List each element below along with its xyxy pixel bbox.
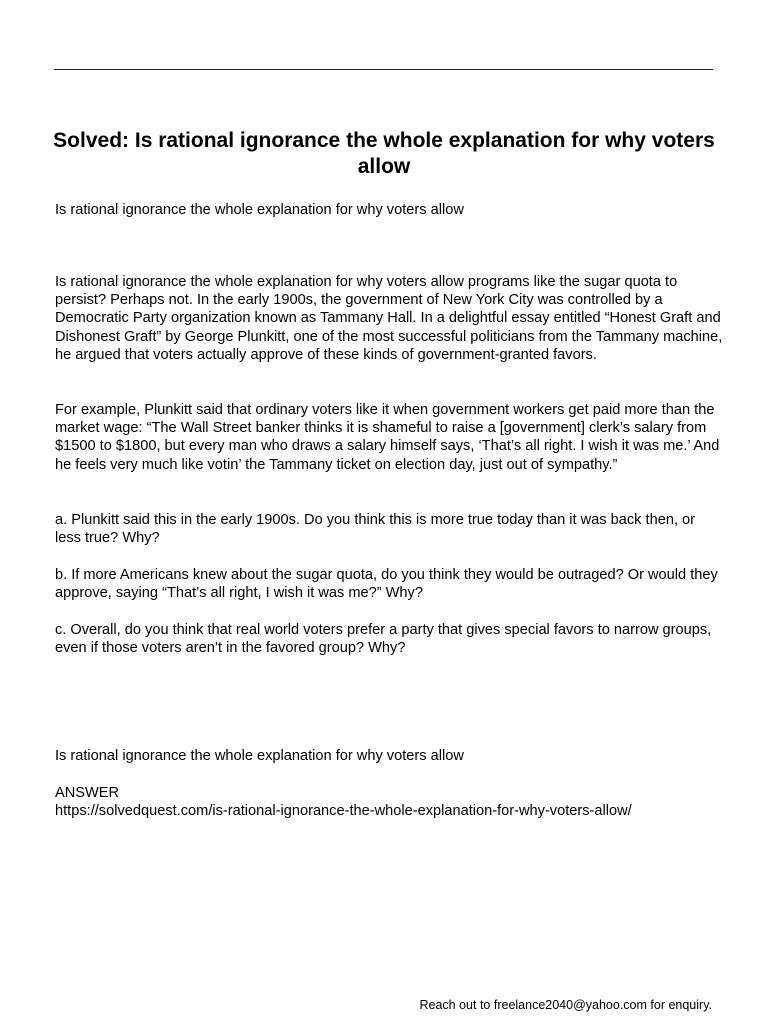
question-a: a. Plunkitt said this in the early 1900s. Do you think this is more true today than it was back then, or less true? Why? [55, 512, 696, 547]
repeat-heading: Is rational ignorance the whole explanation for why voters allow [55, 748, 464, 764]
answer-link[interactable]: https://solvedquest.com/is-rational-ignorance-the-whole-explanation-for-why-voters-allow/ [55, 803, 632, 819]
body-paragraph-example: For example, Plunkitt said that ordinary voters like it when government workers get paid more than the market wage: “The Wall Street banker thinks it is shameful to raise a [government] clerk’s salary from $1500 to $1800, but every man who draws a salary himself says, ‘That’s all right. I wish it was me.’ And he feels very much like votin’ the Tammany ticket on election day, just out of sympathy.” [55, 402, 720, 473]
answer-label: ANSWER [55, 785, 120, 801]
question-b: b. If more Americans knew about the sugar quota, do you think they would be outraged? Or would they approve, saying “That’s all right, I wish it was me?” Why? [55, 567, 718, 602]
footer-contact: Reach out to freelance2040@yahoo.com for enquiry. [419, 998, 712, 1012]
top-divider [54, 69, 713, 70]
subtitle: Is rational ignorance the whole explanation for why voters allow [55, 202, 464, 218]
body-paragraph-intro: Is rational ignorance the whole explanation for why voters allow programs like the sugar quota to persist? Perhaps not. In the early 1900s, the government of New York City was controlled by a Democratic Party organization known as Tammany Hall. In a delightful essay entitled “Honest Graft and Dishonest Graft” by George Plunkitt, one of the most successful politicians from the Tammany machine, he argued that voters actually approve of these kinds of government-granted favors. [55, 274, 723, 363]
question-c: c. Overall, do you think that real world voters prefer a party that gives special favors to narrow groups, even if those voters aren’t in the favored group? Why? [55, 622, 712, 657]
page-title: Solved: Is rational ignorance the whole explanation for why voters allow [53, 129, 715, 178]
